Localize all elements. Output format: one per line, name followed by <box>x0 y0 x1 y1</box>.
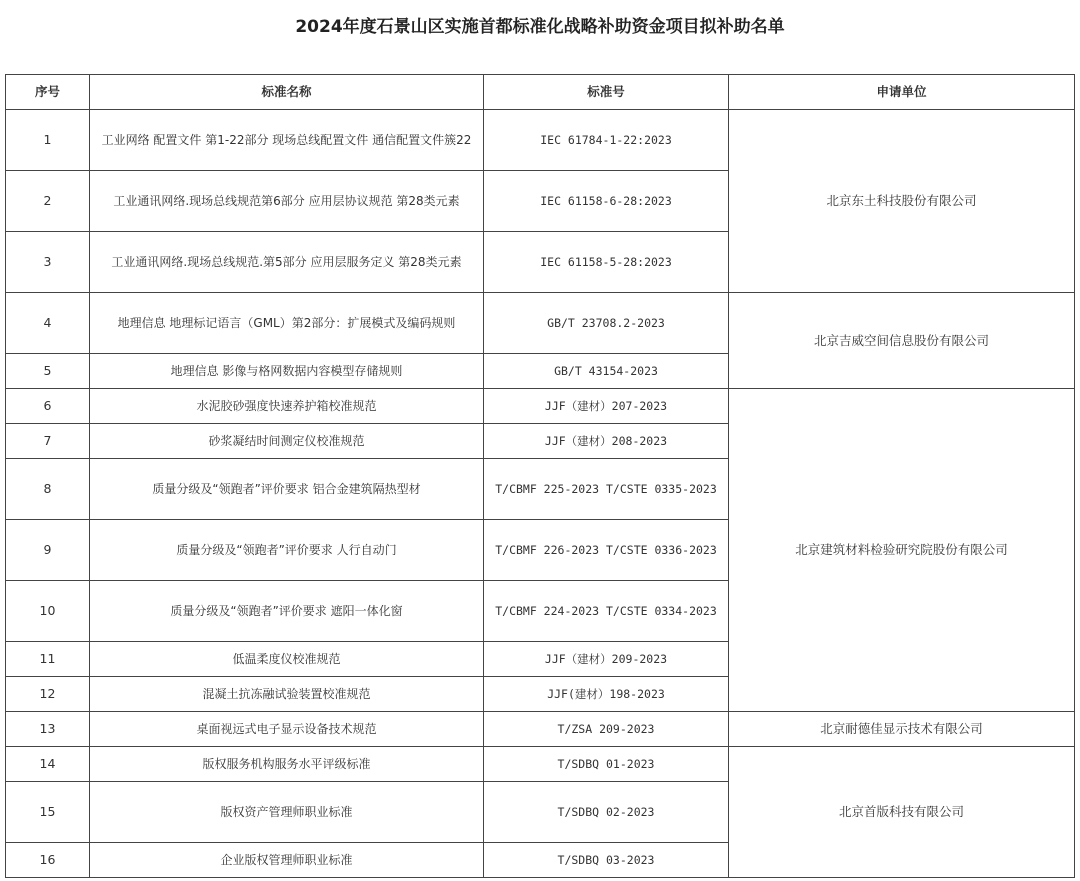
standard-name: 工业通讯网络.现场总线规范.第5部分 应用层服务定义 第28类元素 <box>90 232 484 293</box>
subsidy-table <box>5 74 1075 878</box>
row-number: 2 <box>6 171 90 232</box>
standard-name: 地理信息 影像与格网数据内容模型存储规则 <box>90 354 484 389</box>
applicant-unit: 北京耐德佳显示技术有限公司 <box>729 712 1075 747</box>
standard-code: JJF(建材）198-2023 <box>484 677 729 712</box>
standard-name: 水泥胶砂强度快速养护箱校准规范 <box>90 389 484 424</box>
row-number: 1 <box>6 110 90 171</box>
standard-name: 版权资产管理师职业标准 <box>90 782 484 843</box>
standard-code: IEC 61158-6-28:2023 <box>484 171 729 232</box>
col-header-code: 标准号 <box>484 75 729 110</box>
standard-code: IEC 61784-1-22:2023 <box>484 110 729 171</box>
col-header-no: 序号 <box>6 75 90 110</box>
standard-code: T/CBMF 224-2023 T/CSTE 0334-2023 <box>484 581 729 642</box>
row-number: 6 <box>6 389 90 424</box>
table-header-row <box>6 75 1075 110</box>
standard-code: IEC 61158-5-28:2023 <box>484 232 729 293</box>
standard-code: T/CBMF 225-2023 T/CSTE 0335-2023 <box>484 459 729 520</box>
standard-name: 地理信息 地理标记语言（GML）第2部分：扩展模式及编码规则 <box>90 293 484 354</box>
row-number: 11 <box>6 642 90 677</box>
applicant-unit: 北京首版科技有限公司 <box>729 747 1075 878</box>
page-title: 2024年度石景山区实施首都标准化战略补助资金项目拟补助名单 <box>295 17 785 37</box>
row-number: 16 <box>6 843 90 878</box>
standard-name: 质量分级及“领跑者”评价要求 人行自动门 <box>90 520 484 581</box>
standard-code: JJF（建材）207-2023 <box>484 389 729 424</box>
standard-code: GB/T 43154-2023 <box>484 354 729 389</box>
standard-name: 低温柔度仪校准规范 <box>90 642 484 677</box>
standard-name: 桌面视远式电子显示设备技术规范 <box>90 712 484 747</box>
standard-name: 工业网络 配置文件 第1-22部分 现场总线配置文件 通信配置文件簇22 <box>90 110 484 171</box>
table-row <box>6 293 1075 354</box>
standard-name: 版权服务机构服务水平评级标准 <box>90 747 484 782</box>
row-number: 12 <box>6 677 90 712</box>
standard-code: JJF（建材）209-2023 <box>484 642 729 677</box>
row-number: 9 <box>6 520 90 581</box>
applicant-unit: 北京东土科技股份有限公司 <box>729 110 1075 293</box>
standard-name: 砂浆凝结时间测定仪校准规范 <box>90 424 484 459</box>
standard-code: T/SDBQ 03-2023 <box>484 843 729 878</box>
row-number: 15 <box>6 782 90 843</box>
row-number: 8 <box>6 459 90 520</box>
standard-code: JJF（建材）208-2023 <box>484 424 729 459</box>
row-number: 14 <box>6 747 90 782</box>
standard-code: T/CBMF 226-2023 T/CSTE 0336-2023 <box>484 520 729 581</box>
row-number: 3 <box>6 232 90 293</box>
col-header-unit: 申请单位 <box>729 75 1075 110</box>
row-number: 10 <box>6 581 90 642</box>
table-row <box>6 712 1075 747</box>
standard-name: 混凝土抗冻融试验装置校准规范 <box>90 677 484 712</box>
row-number: 5 <box>6 354 90 389</box>
applicant-unit: 北京建筑材料检验研究院股份有限公司 <box>729 389 1075 712</box>
row-number: 7 <box>6 424 90 459</box>
standard-code: T/ZSA 209-2023 <box>484 712 729 747</box>
table-row <box>6 110 1075 171</box>
standard-code: T/SDBQ 02-2023 <box>484 782 729 843</box>
standard-name: 质量分级及“领跑者”评价要求 铝合金建筑隔热型材 <box>90 459 484 520</box>
standard-name: 工业通讯网络.现场总线规范第6部分 应用层协议规范 第28类元素 <box>90 171 484 232</box>
standard-code: GB/T 23708.2-2023 <box>484 293 729 354</box>
applicant-unit: 北京吉威空间信息股份有限公司 <box>729 293 1075 389</box>
table-row <box>6 747 1075 782</box>
row-number: 13 <box>6 712 90 747</box>
col-header-name: 标准名称 <box>90 75 484 110</box>
standard-code: T/SDBQ 01-2023 <box>484 747 729 782</box>
row-number: 4 <box>6 293 90 354</box>
standard-name: 质量分级及“领跑者”评价要求 遮阳一体化窗 <box>90 581 484 642</box>
standard-name: 企业版权管理师职业标准 <box>90 843 484 878</box>
table-row <box>6 389 1075 424</box>
